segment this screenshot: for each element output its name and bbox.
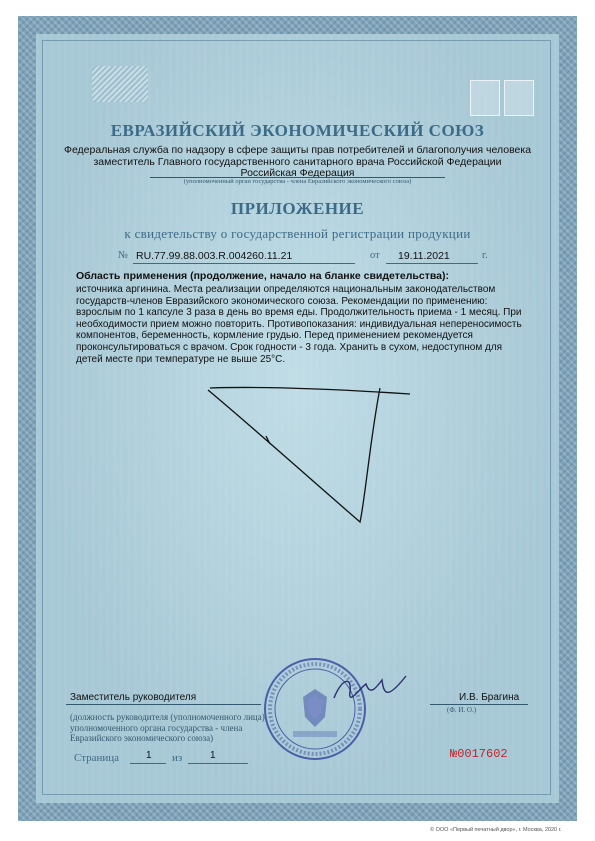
security-window-left (470, 80, 500, 116)
agency-name (0, 145, 595, 180)
number-underline (133, 263, 355, 264)
agency-line: заместитель Главного государственного санитарного врача Российской Федерации (93, 155, 502, 168)
scope-body: источника аргинина. Места реализации определяются национальным законодательством государств-членов Евразийского экономического союза. Рекомендации по применению: взрослым по 1 капсуле 3 раза в день во время еды. Продолжительность приема - 1 месяц. При необходимости прием можно повторить. Противопоказания: индивидуальная непереносимость компонентов, беременность, кормление грудью. Перед применением рекомендуется проконсультироваться с врачом. Срок годности - 3 года. Хранить в сухом, недоступном для детей месте при температуре не выше 25°С. (76, 284, 522, 365)
position-note: (должность руководителя (уполномоченного лица) уполномоченного органа государства - члена Евразийского экономического союза) (70, 712, 265, 743)
registration-number: RU.77.99.88.003.R.004260.11.21 (136, 250, 293, 262)
from-label: от (370, 250, 380, 261)
signer-name: И.В. Брагина (459, 692, 520, 703)
appendix-title: ПРИЛОЖЕНИЕ (230, 199, 365, 218)
page-number-underline (130, 763, 166, 764)
scope-heading: Область применения (продолжение, начало на бланке свидетельства): (76, 270, 449, 282)
name-rule (430, 704, 528, 705)
of-label: из (172, 752, 183, 764)
union-title: ЕВРАЗИЙСКИЙ ЭКОНОМИЧЕСКИЙ СОЮЗ (110, 121, 485, 140)
signer-position: Заместитель руководителя (70, 692, 197, 703)
registration-row (0, 250, 595, 264)
page-total-underline (188, 763, 248, 764)
page-label: Страница (74, 752, 120, 764)
agency-note: (уполномоченный орган государства - члена Евразийского экономического союза) (183, 178, 412, 185)
number-sign: № (118, 250, 129, 261)
position-rule (66, 704, 261, 705)
fio-label: (Ф. И. О.) (447, 706, 477, 714)
appendix-subtitle: к свидетельству о государственной регистрации продукции (124, 226, 471, 241)
hologram-icon (92, 66, 148, 102)
page-total: 1 (210, 750, 216, 761)
year-suffix: г. (482, 250, 488, 261)
printer-imprint: © ООО «Первый печатный двор», г. Москва, 2020 г. (430, 827, 562, 833)
agency-line: Федеральная служба по надзору в сфере защиты прав потребителей и благополучия человека (63, 144, 532, 156)
page-number: 1 (146, 750, 152, 761)
agency-line: Российская Федерация (240, 167, 355, 179)
security-window-right (504, 80, 534, 116)
serial-number: №0017602 (450, 747, 508, 761)
z-strike-mark (190, 380, 420, 530)
date-underline (386, 263, 478, 264)
registration-date: 19.11.2021 (398, 250, 450, 262)
handwritten-signature (330, 668, 410, 712)
